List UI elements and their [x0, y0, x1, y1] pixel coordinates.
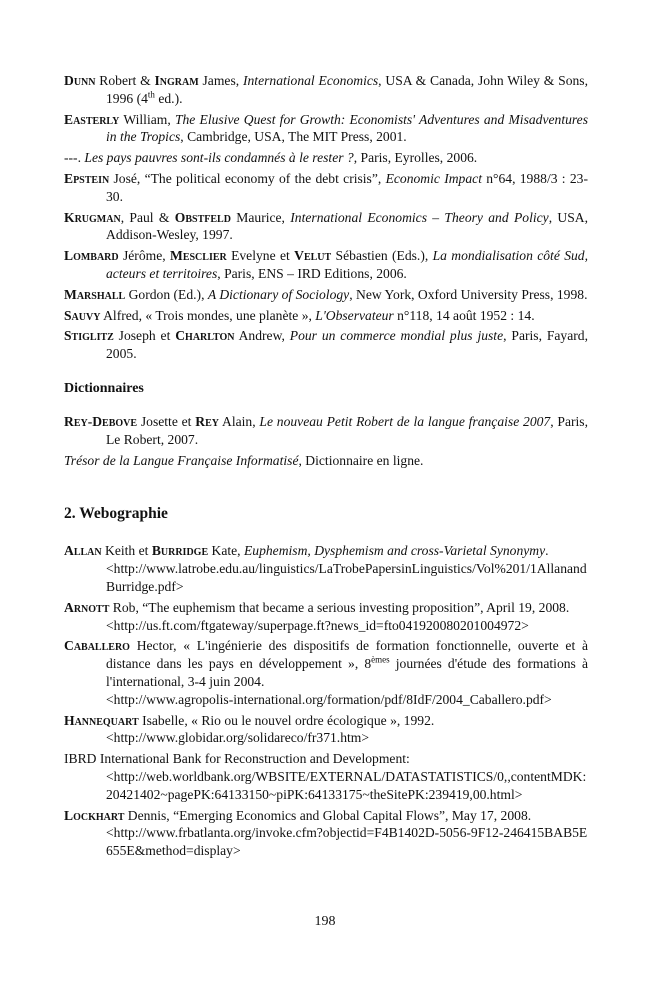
superscript: th — [147, 89, 155, 100]
entry-text: Sébastien (Eds.), — [331, 248, 433, 264]
bib-entry — [64, 149, 588, 167]
work-title: International Economics — [242, 73, 379, 88]
bib-entry — [64, 111, 588, 147]
entry-text: Rob, “The euphemism that became a serious investing proposition”, April 19, 2008. — [109, 599, 570, 615]
entry-text: n°118, 14 août 1952 : 14. — [393, 307, 535, 323]
author: Hannequart — [64, 712, 139, 728]
entry-text: William, — [119, 111, 175, 127]
web-entry — [64, 750, 588, 803]
entry-text: Dennis, “Emerging Economics and Global Capital Flows”, May 17, 2008. — [124, 807, 532, 823]
work-title: L'Observateur — [315, 307, 394, 323]
web-entry — [64, 637, 588, 708]
url-text: <http://www.latrobe.edu.au/linguistics/LaTrobePapersinLinguistics/Vol%201/1AllanandBurridge.pdf> — [106, 561, 587, 594]
entry-text: Josette et — [137, 413, 196, 429]
author: Dunn — [64, 73, 96, 88]
author: Rey — [195, 413, 219, 429]
entry-text: José, “The political economy of the debt crisis”, — [109, 170, 386, 186]
author: Krugman — [64, 209, 121, 225]
author: Velut — [294, 248, 332, 264]
author: Allan — [64, 543, 102, 559]
page-number: 198 — [314, 914, 336, 929]
entry-text: Robert & — [95, 73, 155, 88]
entry-text: Maurice, — [230, 209, 291, 225]
work-title: International Economics – Theory and Policy — [290, 209, 549, 225]
bib-entry — [64, 170, 588, 206]
entry-text: Andrew, — [234, 328, 290, 344]
dict-entry — [64, 413, 588, 449]
work-title: Trésor de la Langue Française Informatisé — [64, 452, 299, 468]
page-content — [64, 72, 588, 863]
work-title: La mondialisation côté Sud, acteurs et territoires — [106, 248, 588, 281]
entry-text: Isabelle, « Rio ou le nouvel ordre écologique », 1992. — [138, 712, 435, 728]
author: Epstein — [64, 170, 110, 186]
bibliography-list — [64, 72, 588, 363]
entry-text: , Paris, Fayard, 2005. — [106, 328, 588, 362]
entry-text: Joseph et — [113, 328, 176, 344]
author: Arnott — [64, 599, 110, 615]
work-title: The Elusive Quest for Growth: Economists' Adventures and Misadventures in the Tropics — [106, 111, 588, 145]
entry-text: , Paris, Le Robert, 2007. — [106, 413, 588, 447]
bib-entry — [64, 72, 588, 108]
entry-text: , Paris, Eyrolles, 2006. — [353, 150, 478, 166]
author: Stiglitz — [64, 328, 114, 344]
dictionaries-list — [64, 413, 588, 469]
bib-entry — [64, 286, 588, 304]
web-entry — [64, 599, 588, 635]
url-text: <http://www.agropolis-international.org/formation/pdf/8IdF/2004_Caballero.pdf> — [106, 691, 552, 707]
entry-text: Alfred, « Trois mondes, une planète », — [100, 307, 316, 323]
work-title: Le nouveau Petit Robert de la langue française 2007 — [259, 413, 551, 429]
author: Ingram — [154, 73, 199, 88]
entry-text: journées d'étude des formations à l'international, 3-4 juin 2004. — [106, 656, 588, 689]
entry-text: Jérôme, — [118, 248, 170, 264]
entry-text: Alain, — [218, 413, 260, 429]
entry-text: n°64, 1988/3 : 23-30. — [106, 170, 588, 204]
bib-entry — [64, 307, 588, 325]
entry-text: , Cambridge, USA, The MIT Press, 2001. — [180, 129, 407, 145]
entry-text: Gordon (Ed.), — [125, 286, 208, 302]
author: Charlton — [175, 328, 235, 344]
entry-text: Keith et — [101, 543, 152, 559]
author: Burridge — [151, 543, 209, 559]
author: Rey-Debove — [64, 413, 138, 429]
entry-text: , Paris, ENS – IRD Editions, 2006. — [217, 265, 407, 281]
bib-entry — [64, 327, 588, 363]
webography-heading: 2. Webographie — [64, 505, 168, 523]
dictionaries-heading: Dictionnaires — [64, 380, 144, 396]
work-title: Pour un commerce mondial plus juste — [289, 328, 504, 344]
author: Caballero — [64, 638, 130, 654]
author: Mesclier — [169, 248, 227, 264]
bib-entry — [64, 247, 588, 283]
entry-text: ed.). — [154, 90, 183, 106]
superscript: èmes — [371, 654, 390, 665]
web-entry — [64, 712, 588, 748]
author: Lockhart — [64, 807, 125, 823]
web-entry — [64, 807, 588, 860]
entry-text: Kate, — [208, 543, 244, 559]
author: Obstfeld — [174, 209, 231, 225]
entry-text: Evelyne et — [226, 248, 295, 264]
entry-text: , USA, Addison-Wesley, 1997. — [106, 209, 588, 243]
entry-text: James, — [198, 73, 243, 88]
work-title: A Dictionary of Sociology — [207, 286, 350, 302]
webography-list — [64, 542, 588, 860]
entry-text: , USA & Canada, John Wiley & Sons, 1996 (4 — [106, 73, 588, 106]
author: Easterly — [64, 111, 120, 127]
entry-text: , Paul & — [120, 209, 175, 225]
web-entry — [64, 542, 588, 595]
bib-entry — [64, 209, 588, 245]
work-title: Economic Impact — [385, 170, 482, 186]
author: Lombard — [64, 248, 119, 264]
author: Sauvy — [64, 307, 101, 323]
dict-entry — [64, 452, 588, 470]
url-text: <http://web.worldbank.org/WBSITE/EXTERNAL/DATASTATISTICS/0,,contentMDK:20421402~pagePK:64133150~piPK:64133175~theSitePK:239419,00.html> — [106, 768, 587, 802]
url-text: <http://www.frbatlanta.org/invoke.cfm?objectid=F4B1402D-5056-9F12-246415BAB5E655E&method=display> — [106, 825, 588, 859]
entry-text: . — [545, 543, 549, 559]
entry-text: , Dictionnaire en ligne. — [298, 452, 424, 468]
work-title: Euphemism, Dysphemism and cross-Varietal Synonymy — [243, 543, 546, 559]
work-title: Les pays pauvres sont-ils condamnés à le rester ? — [84, 150, 354, 166]
entry-text: IBRD International Bank for Reconstruction and Development: — [64, 751, 410, 767]
url-text: <http://us.ft.com/ftgateway/superpage.ft?news_id=fto041920080201004972> — [106, 617, 529, 633]
entry-text: Hector, « L'ingénierie des dispositifs de formation fonctionnelle, ouverte et à distance dans les pays en développement », 8 — [106, 638, 588, 672]
entry-text: ---. — [64, 150, 85, 166]
entry-text: , New York, Oxford University Press, 1998. — [349, 286, 588, 302]
author: Marshall — [64, 286, 126, 302]
url-text: <http://www.globidar.org/solidareco/fr371.htm> — [106, 730, 370, 746]
